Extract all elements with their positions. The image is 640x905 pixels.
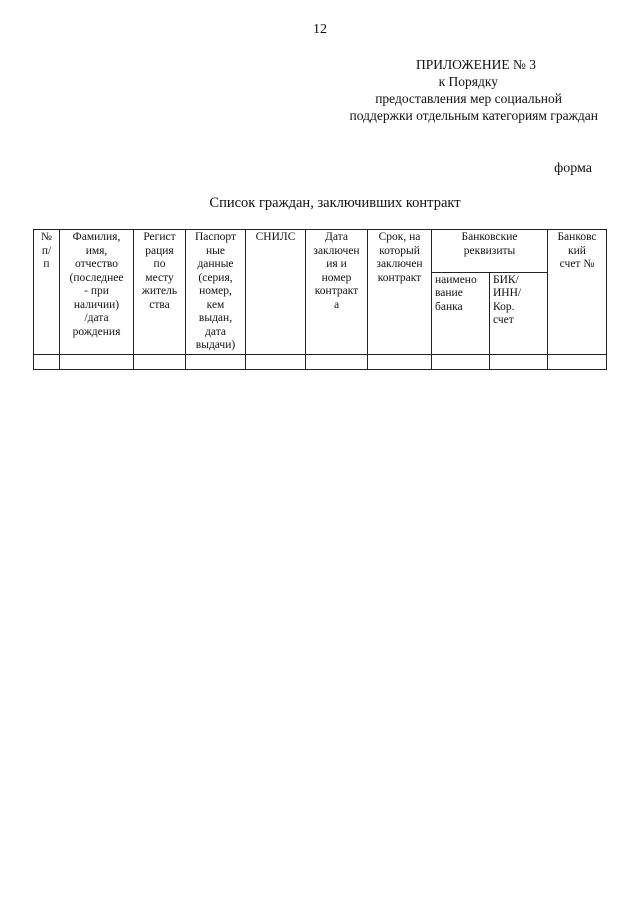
table-cell[interactable] — [368, 354, 432, 369]
form-label: форма — [554, 161, 592, 176]
appendix-title: ПРИЛОЖЕНИЕ № 3 — [415, 57, 536, 72]
table-cell[interactable] — [60, 354, 134, 369]
appendix-ref: к Порядку — [438, 74, 498, 89]
header-contract-date: Дата заключен ия и номер контракт а — [306, 230, 368, 355]
header-bik: БИК/ ИНН/ Кор. счет — [490, 272, 548, 354]
header-bank-name: наимено вание банка — [432, 272, 490, 354]
header-snils: СНИЛС — [246, 230, 306, 355]
document-title: Список граждан, заключивших контракт — [209, 195, 461, 211]
header-registration: Регист рация по месту житель ства — [134, 230, 186, 355]
table-row — [34, 354, 607, 369]
appendix-desc-2: поддержки отдельным категориям граждан — [349, 108, 598, 123]
header-fio: Фамилия, имя, отчество (последнее - при наличии) /дата рождения — [60, 230, 134, 355]
header-term: Срок, на который заключен контракт — [368, 230, 432, 355]
table-cell[interactable] — [34, 354, 60, 369]
table-header-row — [34, 230, 607, 273]
page-number: 12 — [313, 22, 327, 37]
table-cell[interactable] — [490, 354, 548, 369]
header-bank-details: Банковские реквизиты — [432, 230, 548, 273]
table-cell[interactable] — [306, 354, 368, 369]
table-cell[interactable] — [186, 354, 246, 369]
appendix-desc-1: предоставления мер социальной — [375, 91, 562, 106]
appendix-header — [278, 56, 598, 124]
table-cell[interactable] — [548, 354, 607, 369]
header-passport: Паспорт ные данные (серия, номер, кем выдан, дата выдачи) — [186, 230, 246, 355]
header-num: № п/ п — [34, 230, 60, 355]
header-account: Банковс кий счет № — [548, 230, 607, 355]
table-cell[interactable] — [134, 354, 186, 369]
table-cell[interactable] — [246, 354, 306, 369]
table-cell[interactable] — [432, 354, 490, 369]
citizens-table — [33, 229, 607, 370]
